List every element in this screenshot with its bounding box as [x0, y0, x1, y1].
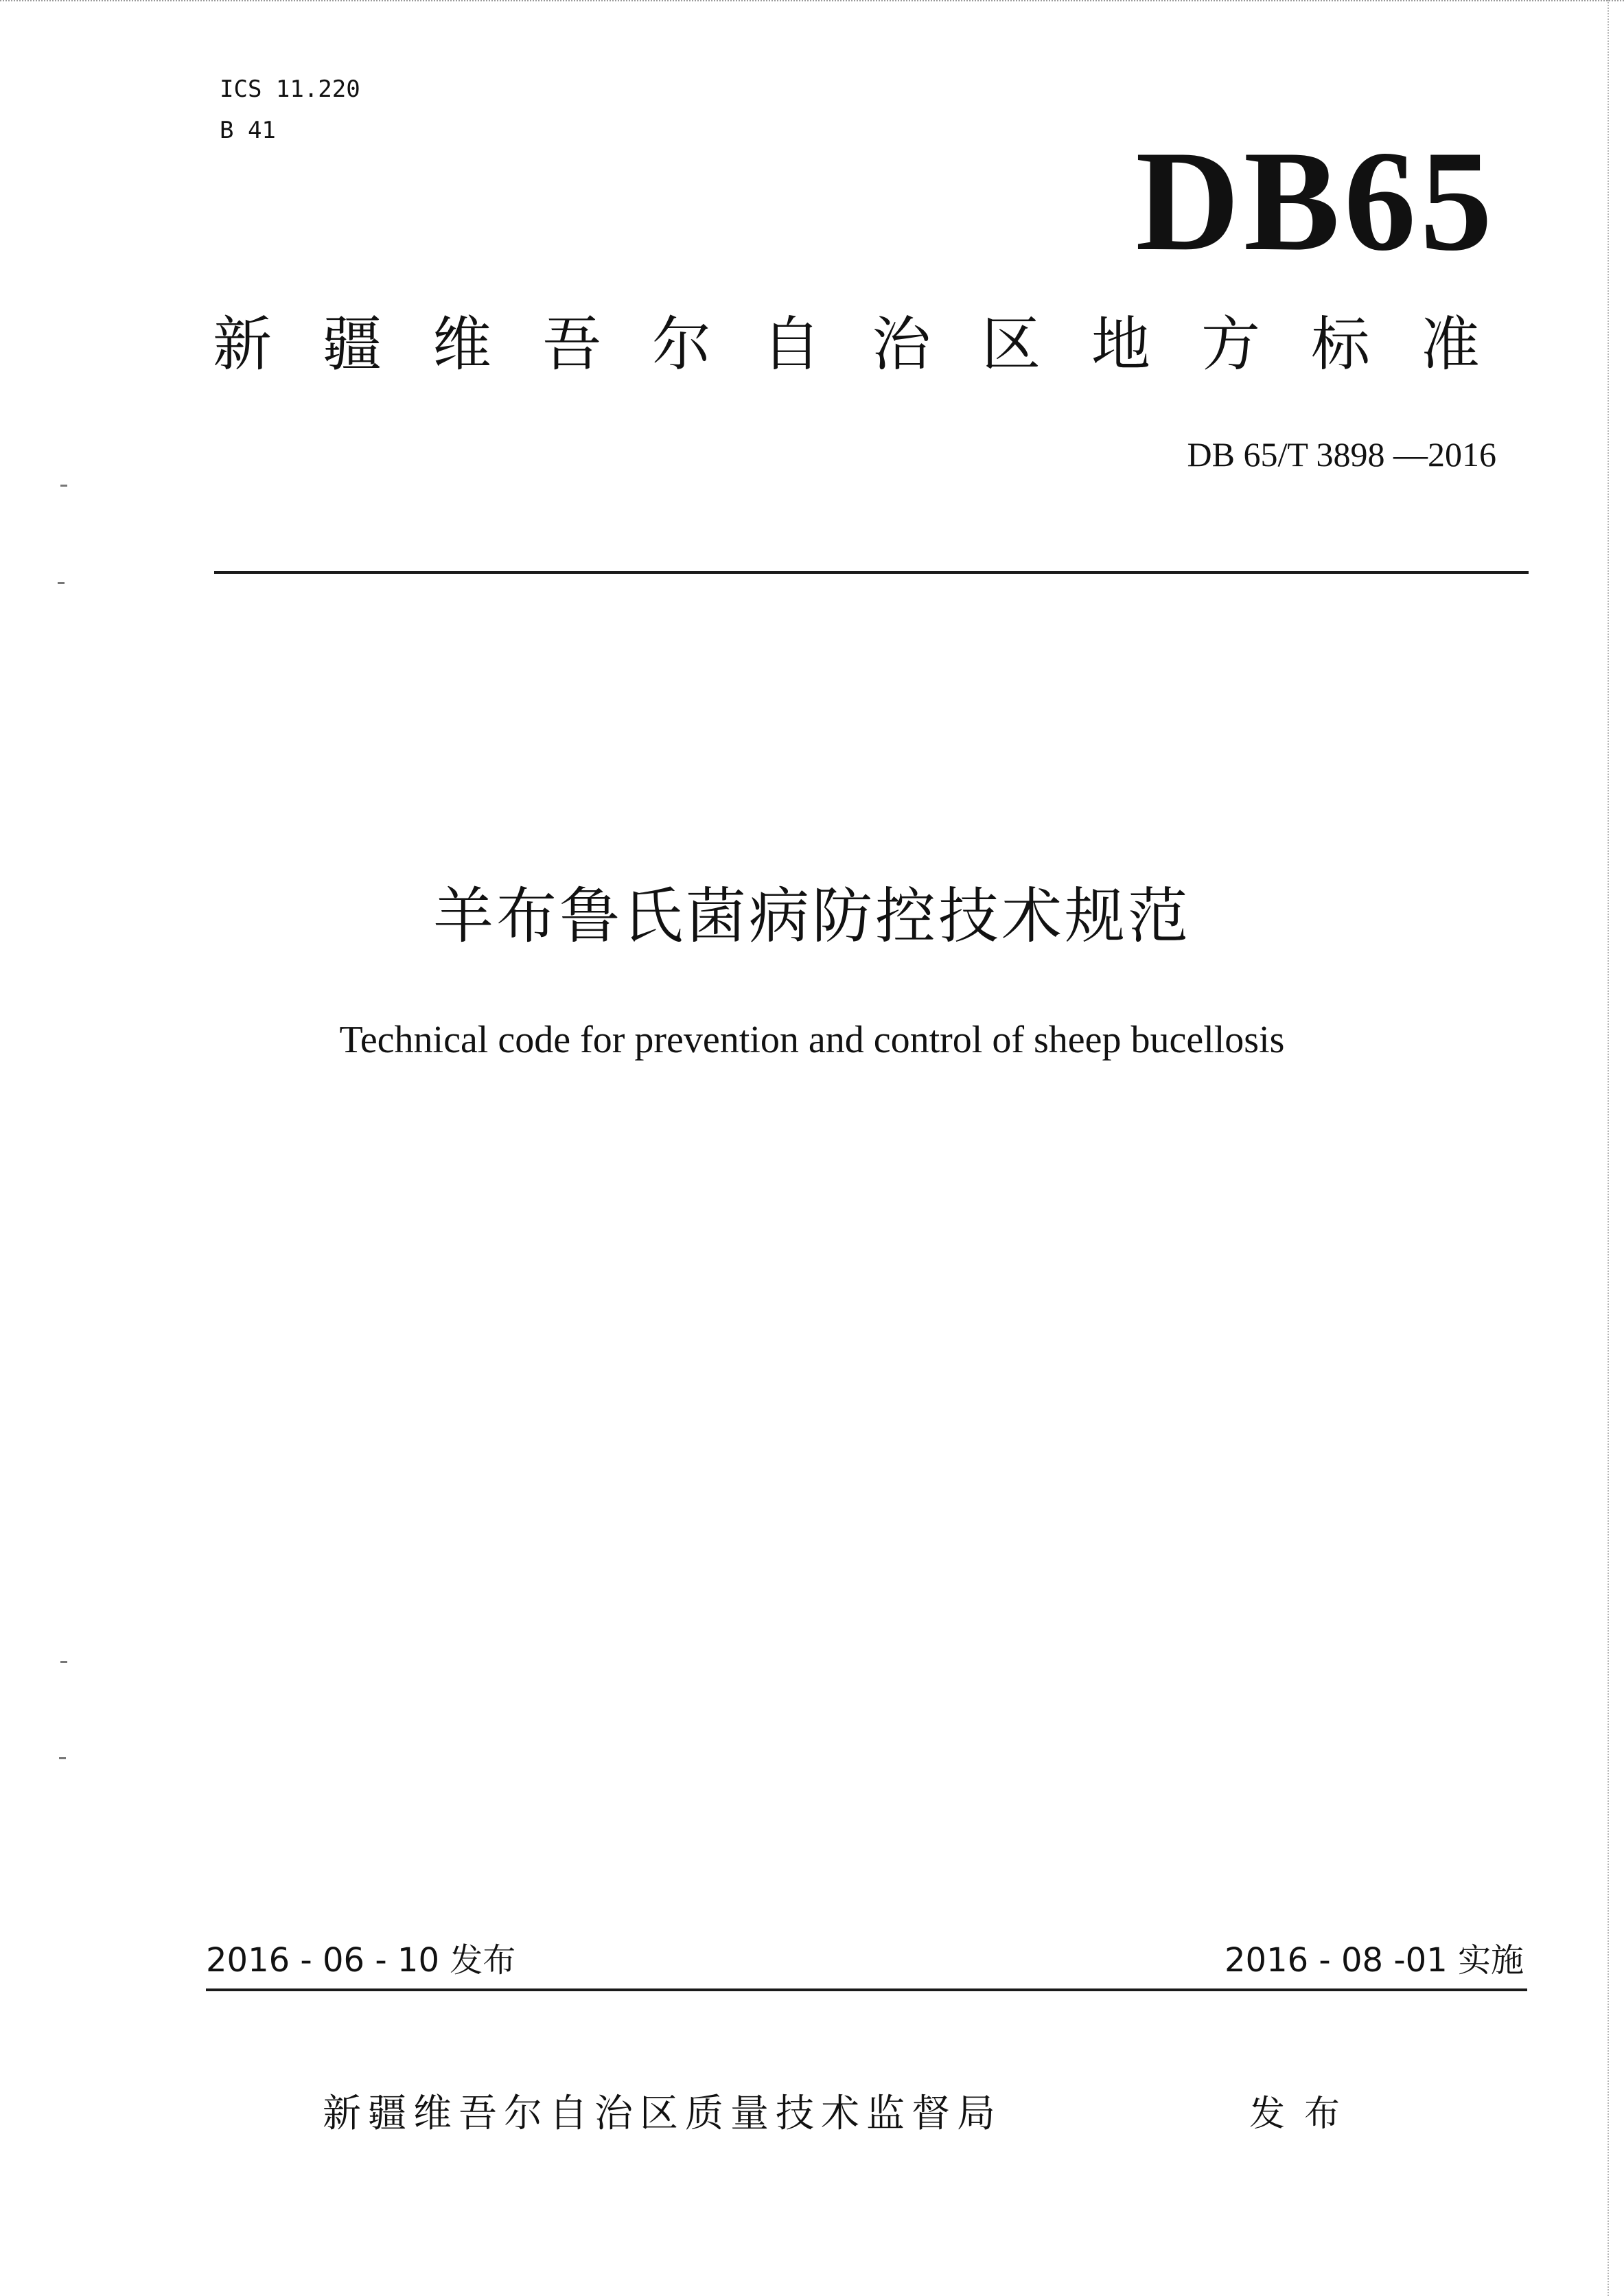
ccs-code: B 41 — [220, 117, 276, 144]
scan-speck — [58, 582, 65, 584]
publisher: 新疆维吾尔自治区质量技术监督局 — [323, 2091, 1002, 2136]
header-divider — [214, 571, 1529, 574]
document-title-cn: 羊布鲁氏菌病防控技术规范 — [432, 881, 1191, 951]
standard-logo: DB65 — [1135, 121, 1496, 281]
document-title-en: Technical code for prevention and control of sheep bucellosis — [339, 1019, 1285, 1061]
standard-type: 新疆维吾尔自治区地方标准 — [213, 310, 1531, 379]
date-divider — [206, 1988, 1527, 1991]
scan-speck — [59, 1757, 66, 1759]
classification-codes — [220, 69, 360, 151]
scan-speck — [60, 485, 67, 487]
publish-label: 发布 — [1249, 2094, 1360, 2135]
implementation-date: 2016 - 08 -01 实施 — [1225, 1941, 1524, 1980]
scan-edge-top — [0, 0, 1624, 5]
scan-edge-right — [1608, 0, 1624, 2296]
standard-number: DB 65/T 3898 —2016 — [1187, 435, 1496, 474]
ics-code: ICS 11.220 — [220, 76, 360, 103]
scan-speck — [60, 1661, 67, 1663]
issue-date: 2016 - 06 - 10 发布 — [206, 1941, 516, 1980]
